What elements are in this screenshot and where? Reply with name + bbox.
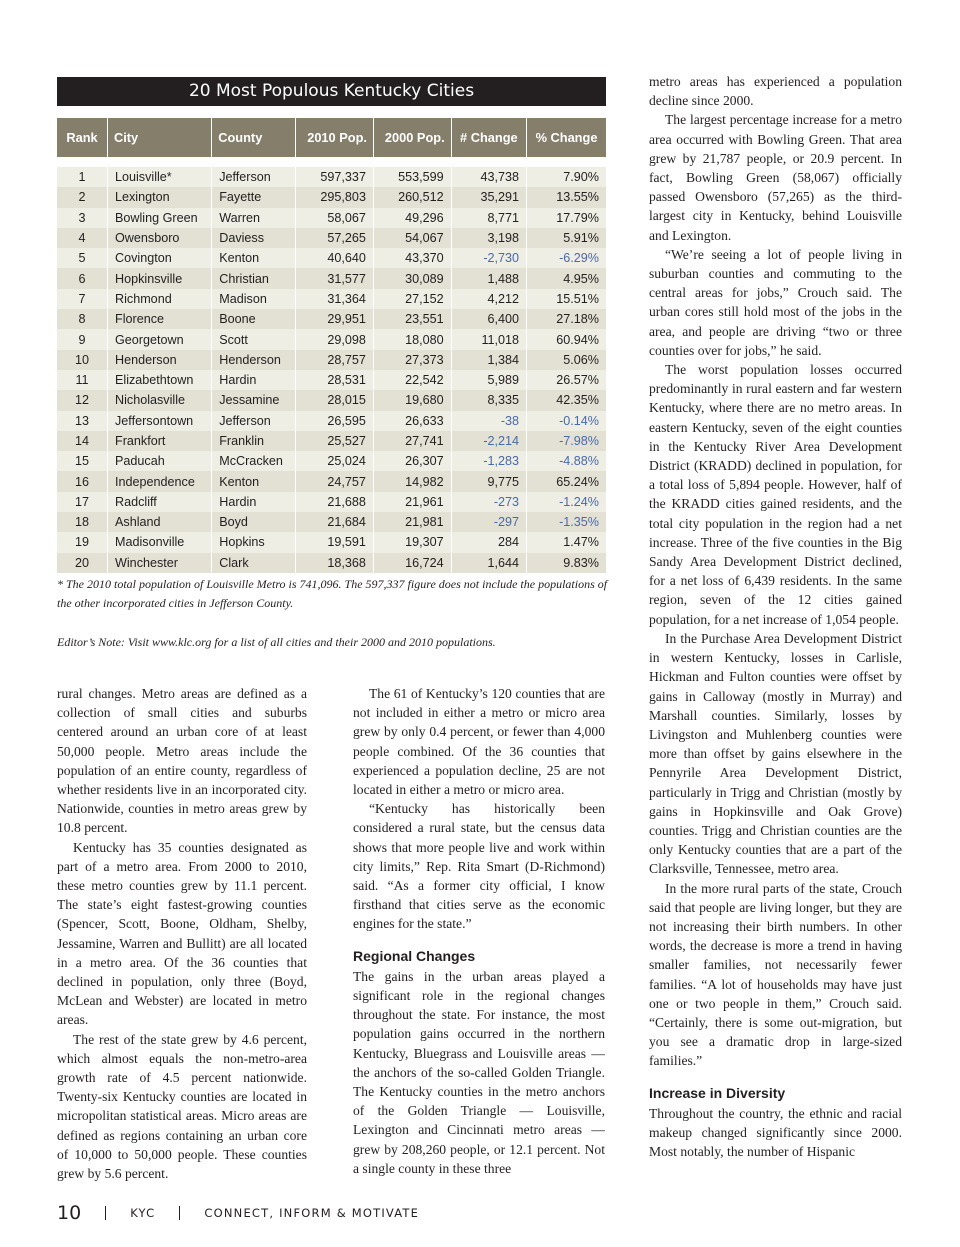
- cell-city: Owensboro: [108, 228, 212, 248]
- cell-number-change: -38: [451, 411, 526, 431]
- cell-2000-pop: 27,741: [373, 431, 451, 451]
- cell-2010-pop: 58,067: [296, 208, 374, 228]
- cell-2000-pop: 26,633: [373, 411, 451, 431]
- cell-2010-pop: 597,337: [296, 162, 374, 187]
- cell-county: Franklin: [212, 431, 296, 451]
- cell-percent-change: 5.06%: [527, 350, 606, 370]
- cell-number-change: 6,400: [451, 309, 526, 329]
- cell-county: Clark: [212, 553, 296, 573]
- cell-2000-pop: 27,373: [373, 350, 451, 370]
- paragraph: The largest percentage increase for a metro area occurred with Bowling Green. That area grew by 21,787 people, or 20.9 percent. In fact, Bowling Green (58,067) officially passed Owensboro (57,265) as the third-largest city in Kentucky, behind Louisville and Lexington.: [649, 112, 902, 243]
- cell-county: McCracken: [212, 451, 296, 471]
- cell-number-change: 1,644: [451, 553, 526, 573]
- cell-county: Warren: [212, 208, 296, 228]
- cell-percent-change: 15.51%: [527, 289, 606, 309]
- cell-percent-change: -7.98%: [527, 431, 606, 451]
- paragraph: The rest of the state grew by 4.6 percent, which almost equals the non-metro-area growth rate of 4.5 percent nationwide. Twenty-six Kentucky counties are located in micropolitan statistical areas. Micro areas are defined as regions containing an urban core of 10,000 to 50,000 people. These counties grew by 5.6 percent.: [57, 1031, 307, 1182]
- cell-2010-pop: 29,098: [296, 329, 374, 349]
- cell-city: Ashland: [108, 512, 212, 532]
- cell-2000-pop: 553,599: [373, 162, 451, 187]
- cell-2000-pop: 16,724: [373, 553, 451, 573]
- cell-city: Madisonville: [108, 532, 212, 552]
- cell-percent-change: 42.35%: [527, 390, 606, 410]
- cell-2010-pop: 28,757: [296, 350, 374, 370]
- cell-percent-change: 17.79%: [527, 208, 606, 228]
- cell-rank: 11: [57, 370, 108, 390]
- header-2010-pop: 2010 Pop.: [296, 118, 374, 162]
- cell-city: Independence: [108, 471, 212, 491]
- table-row: [57, 553, 606, 573]
- cell-rank: 18: [57, 512, 108, 532]
- cell-2010-pop: 25,527: [296, 431, 374, 451]
- cell-county: Boyd: [212, 512, 296, 532]
- cell-county: Hopkins: [212, 532, 296, 552]
- paragraph: Throughout the country, the ethnic and racial makeup changed significantly since 2000. Most notably, the number of Hispanic: [649, 1105, 902, 1160]
- header-city: City: [108, 118, 212, 162]
- column-1: [57, 684, 307, 1183]
- cell-number-change: 8,335: [451, 390, 526, 410]
- footer-divider: [105, 1206, 106, 1220]
- cell-number-change: -2,730: [451, 248, 526, 268]
- header-2000-pop: 2000 Pop.: [373, 118, 451, 162]
- cell-city: Nicholasville: [108, 390, 212, 410]
- cell-number-change: -297: [451, 512, 526, 532]
- cell-county: Kenton: [212, 248, 296, 268]
- cell-number-change: 11,018: [451, 329, 526, 349]
- table-row: [57, 370, 606, 390]
- cell-rank: 3: [57, 208, 108, 228]
- editors-note: Editor’s Note: Visit www.klc.org for a list of all cities and their 2000 and 2010 populations.: [57, 635, 496, 649]
- cell-city: Bowling Green: [108, 208, 212, 228]
- table-row: [57, 350, 606, 370]
- cell-rank: 12: [57, 390, 108, 410]
- table-row: [57, 309, 606, 329]
- cell-2000-pop: 19,680: [373, 390, 451, 410]
- cell-2010-pop: 26,595: [296, 411, 374, 431]
- column-3: [649, 72, 902, 1161]
- table-row: [57, 208, 606, 228]
- table-row: [57, 471, 606, 491]
- cell-number-change: 1,488: [451, 268, 526, 288]
- cell-percent-change: -1.35%: [527, 512, 606, 532]
- cell-rank: 19: [57, 532, 108, 552]
- page-number: 10: [57, 1202, 82, 1224]
- cell-county: Jefferson: [212, 411, 296, 431]
- table-row: [57, 532, 606, 552]
- cell-2000-pop: 18,080: [373, 329, 451, 349]
- cities-table: [57, 118, 606, 573]
- cell-2010-pop: 21,684: [296, 512, 374, 532]
- cell-2000-pop: 54,067: [373, 228, 451, 248]
- cell-2000-pop: 23,551: [373, 309, 451, 329]
- cell-percent-change: 26.57%: [527, 370, 606, 390]
- cell-city: Paducah: [108, 451, 212, 471]
- cell-2010-pop: 24,757: [296, 471, 374, 491]
- paragraph: In the more rural parts of the state, Crouch said that people are living longer, but they are not increasing their birth numbers. In other words, the decrease is more a trend in having smaller families, not necessarily fewer families. “A lot of households may have just one or two people in them,” Crouch said. “Certainly, there is some out-migration, but you see a dramatic drop in large-sized families.”: [649, 880, 902, 1069]
- cell-2000-pop: 49,296: [373, 208, 451, 228]
- cell-2000-pop: 14,982: [373, 471, 451, 491]
- cell-percent-change: 7.90%: [527, 162, 606, 187]
- header-number-change: # Change: [451, 118, 526, 162]
- cell-city: Georgetown: [108, 329, 212, 349]
- table-row: [57, 162, 606, 187]
- cell-number-change: 43,738: [451, 162, 526, 187]
- cell-county: Hardin: [212, 492, 296, 512]
- cell-rank: 14: [57, 431, 108, 451]
- cell-city: Florence: [108, 309, 212, 329]
- cell-2000-pop: 260,512: [373, 187, 451, 207]
- paragraph: “Kentucky has historically been considered a rural state, but the census data shows that more people live and work within city limits,” Rep. Rita Smart (D-Richmond) said. “As a former city official, I know firsthand that cities serve as the economic engines for the state.”: [353, 801, 605, 932]
- cell-rank: 17: [57, 492, 108, 512]
- cell-2010-pop: 28,531: [296, 370, 374, 390]
- cell-number-change: -273: [451, 492, 526, 512]
- cell-county: Christian: [212, 268, 296, 288]
- cell-city: Winchester: [108, 553, 212, 573]
- cell-2000-pop: 43,370: [373, 248, 451, 268]
- cell-rank: 6: [57, 268, 108, 288]
- magazine-name: KYC: [130, 1206, 156, 1220]
- page-footer: [57, 1201, 419, 1225]
- paragraph: The worst population losses occurred predominantly in rural eastern and far western Kentucky, where there are no metro areas. In eastern Kentucky, seven of the eight counties in the Kentucky River Area Development District (KRADD) declined in population, for a total loss of 5,894 people. However, half of the KRADD cities gained residents, and the total city population in the region had a net increase. Three of the five counties in the Big Sandy Area Development District declined, for a net loss of 6,439 residents. In the same region, seven of the 12 cities gained population, for a net increase of 1,054 people.: [649, 362, 902, 627]
- cell-county: Scott: [212, 329, 296, 349]
- cell-percent-change: 4.95%: [527, 268, 606, 288]
- cell-percent-change: 27.18%: [527, 309, 606, 329]
- cell-county: Jefferson: [212, 162, 296, 187]
- cell-2010-pop: 295,803: [296, 187, 374, 207]
- cell-percent-change: -4.88%: [527, 451, 606, 471]
- cell-county: Hardin: [212, 370, 296, 390]
- cell-county: Henderson: [212, 350, 296, 370]
- table-footnote: * The 2010 total population of Louisville Metro is 741,096. The 597,337 figure does not include the populations of the other incorporated cities in Jefferson County.: [57, 577, 608, 610]
- table-title: 20 Most Populous Kentucky Cities: [57, 77, 606, 106]
- cell-number-change: -2,214: [451, 431, 526, 451]
- cell-number-change: 5,989: [451, 370, 526, 390]
- cell-city: Covington: [108, 248, 212, 268]
- table-row: [57, 289, 606, 309]
- cell-percent-change: 1.47%: [527, 532, 606, 552]
- header-percent-change: % Change: [527, 118, 606, 162]
- paragraph: “We’re seeing a lot of people living in suburban counties and commuting to the central areas for jobs,” Crouch said. The urban cores still hold most of the jobs in the area, and people are driving “two or three counties over for jobs,” he said.: [649, 246, 902, 358]
- column-2: [353, 684, 605, 1178]
- cities-table-block: [57, 77, 606, 573]
- paragraph: rural changes. Metro areas are defined as a collection of small cities and suburbs centered around an urban core of at least 50,000 people. Metro areas include the population of an entire county, regardless of whether residents live in an incorporated city. Nationwide, counties in metro areas grew by 10.8 percent.: [57, 686, 307, 836]
- header-rank: Rank: [57, 118, 108, 162]
- cell-rank: 16: [57, 471, 108, 491]
- cell-number-change: 35,291: [451, 187, 526, 207]
- cell-number-change: 1,384: [451, 350, 526, 370]
- cell-rank: 7: [57, 289, 108, 309]
- cell-rank: 9: [57, 329, 108, 349]
- cell-county: Madison: [212, 289, 296, 309]
- table-row: [57, 187, 606, 207]
- table-row: [57, 390, 606, 410]
- footer-divider: [179, 1206, 180, 1220]
- cell-number-change: -1,283: [451, 451, 526, 471]
- table-row: [57, 492, 606, 512]
- cell-city: Louisville*: [108, 162, 212, 187]
- cell-percent-change: -0.14%: [527, 411, 606, 431]
- cell-rank: 5: [57, 248, 108, 268]
- cell-county: Daviess: [212, 228, 296, 248]
- table-row: [57, 248, 606, 268]
- cell-percent-change: 13.55%: [527, 187, 606, 207]
- header-county: County: [212, 118, 296, 162]
- cell-city: Richmond: [108, 289, 212, 309]
- table-row: [57, 329, 606, 349]
- paragraph: The 61 of Kentucky’s 120 counties that are not included in either a metro or micro area grew by only 0.4 percent, or fewer than 4,000 people combined. Of the 36 counties that experienced a population decline, 25 are not located in either a metro or micro area.: [353, 686, 605, 798]
- cell-number-change: 8,771: [451, 208, 526, 228]
- cell-2000-pop: 19,307: [373, 532, 451, 552]
- cell-2000-pop: 21,961: [373, 492, 451, 512]
- cell-2010-pop: 29,951: [296, 309, 374, 329]
- magazine-tagline: CONNECT, INFORM & MOTIVATE: [204, 1206, 420, 1220]
- cell-2010-pop: 25,024: [296, 451, 374, 471]
- cell-2010-pop: 21,688: [296, 492, 374, 512]
- cell-rank: 4: [57, 228, 108, 248]
- cell-2010-pop: 19,591: [296, 532, 374, 552]
- cell-rank: 8: [57, 309, 108, 329]
- cell-county: Kenton: [212, 471, 296, 491]
- cell-city: Elizabethtown: [108, 370, 212, 390]
- cell-2000-pop: 27,152: [373, 289, 451, 309]
- cell-county: Jessamine: [212, 390, 296, 410]
- table-header-row: [57, 118, 606, 162]
- cell-rank: 1: [57, 162, 108, 187]
- cell-rank: 2: [57, 187, 108, 207]
- cell-2010-pop: 57,265: [296, 228, 374, 248]
- cell-county: Boone: [212, 309, 296, 329]
- cell-2010-pop: 31,577: [296, 268, 374, 288]
- cell-2010-pop: 18,368: [296, 553, 374, 573]
- paragraph: The gains in the urban areas played a significant role in the regional changes throughout the state. For instance, the most population gains occurred in the northern Kentucky, Bluegrass and Louisville areas — the anchors of the so-called Golden Triangle. The Kentucky counties in the metro anchors of the Golden Triangle — Louisville, Lexington and Cincinnati metro areas — grew by 208,260 people, or 12.1 percent. Not a single county in these three: [353, 968, 605, 1176]
- cell-rank: 13: [57, 411, 108, 431]
- table-row: [57, 431, 606, 451]
- cell-2010-pop: 40,640: [296, 248, 374, 268]
- cell-city: Radcliff: [108, 492, 212, 512]
- table-row: [57, 228, 606, 248]
- table-row: [57, 268, 606, 288]
- table-row: [57, 512, 606, 532]
- cell-rank: 20: [57, 553, 108, 573]
- cell-2000-pop: 26,307: [373, 451, 451, 471]
- cell-percent-change: 65.24%: [527, 471, 606, 491]
- cell-2000-pop: 21,981: [373, 512, 451, 532]
- paragraph: metro areas has experienced a population decline since 2000.: [649, 74, 902, 109]
- cell-2010-pop: 28,015: [296, 390, 374, 410]
- cell-number-change: 3,198: [451, 228, 526, 248]
- section-heading-regional-changes: Regional Changes: [353, 947, 476, 964]
- cell-city: Lexington: [108, 187, 212, 207]
- paragraph: In the Purchase Area Development District in western Kentucky, losses in Carlisle, Hickman and Fulton counties were offset by gains in Calloway (mostly in Murray) and Marshall counties. Similarly, losses by Livingston and Muhlenberg counties were more than offset by gains elsewhere in the Pennyrile Area Development District, particularly in Trigg and Christian (mostly by gains in Hopkinsville and Oak Grove) counties. Trigg and Christian counties are the only Kentucky counties that are a part of the Clarksville, Tennessee, metro area.: [649, 630, 902, 877]
- table-row: [57, 451, 606, 471]
- cell-number-change: 284: [451, 532, 526, 552]
- cell-2000-pop: 22,542: [373, 370, 451, 390]
- cell-percent-change: 60.94%: [527, 329, 606, 349]
- cell-rank: 10: [57, 350, 108, 370]
- section-heading-increase-in-diversity: Increase in Diversity: [649, 1084, 786, 1101]
- cell-2010-pop: 31,364: [296, 289, 374, 309]
- cell-city: Jeffersontown: [108, 411, 212, 431]
- cell-percent-change: -6.29%: [527, 248, 606, 268]
- cell-percent-change: 5.91%: [527, 228, 606, 248]
- cell-number-change: 9,775: [451, 471, 526, 491]
- table-row: [57, 411, 606, 431]
- cell-number-change: 4,212: [451, 289, 526, 309]
- cell-county: Fayette: [212, 187, 296, 207]
- cell-city: Frankfort: [108, 431, 212, 451]
- paragraph: Kentucky has 35 counties designated as part of a metro area. From 2000 to 2010, these metro counties grew by 11.1 percent. The state’s eight fastest-growing counties (Spencer, Scott, Boone, Oldham, Shelby, Jessamine, Warren and Bullitt) are all located in a metro area. Of the 36 counties that declined in population, only three (Boyd, McLean and Webster) are located in metro areas.: [57, 839, 307, 1028]
- cell-city: Hopkinsville: [108, 268, 212, 288]
- cell-city: Henderson: [108, 350, 212, 370]
- cell-rank: 15: [57, 451, 108, 471]
- cell-percent-change: 9.83%: [527, 553, 606, 573]
- cell-2000-pop: 30,089: [373, 268, 451, 288]
- cell-percent-change: -1.24%: [527, 492, 606, 512]
